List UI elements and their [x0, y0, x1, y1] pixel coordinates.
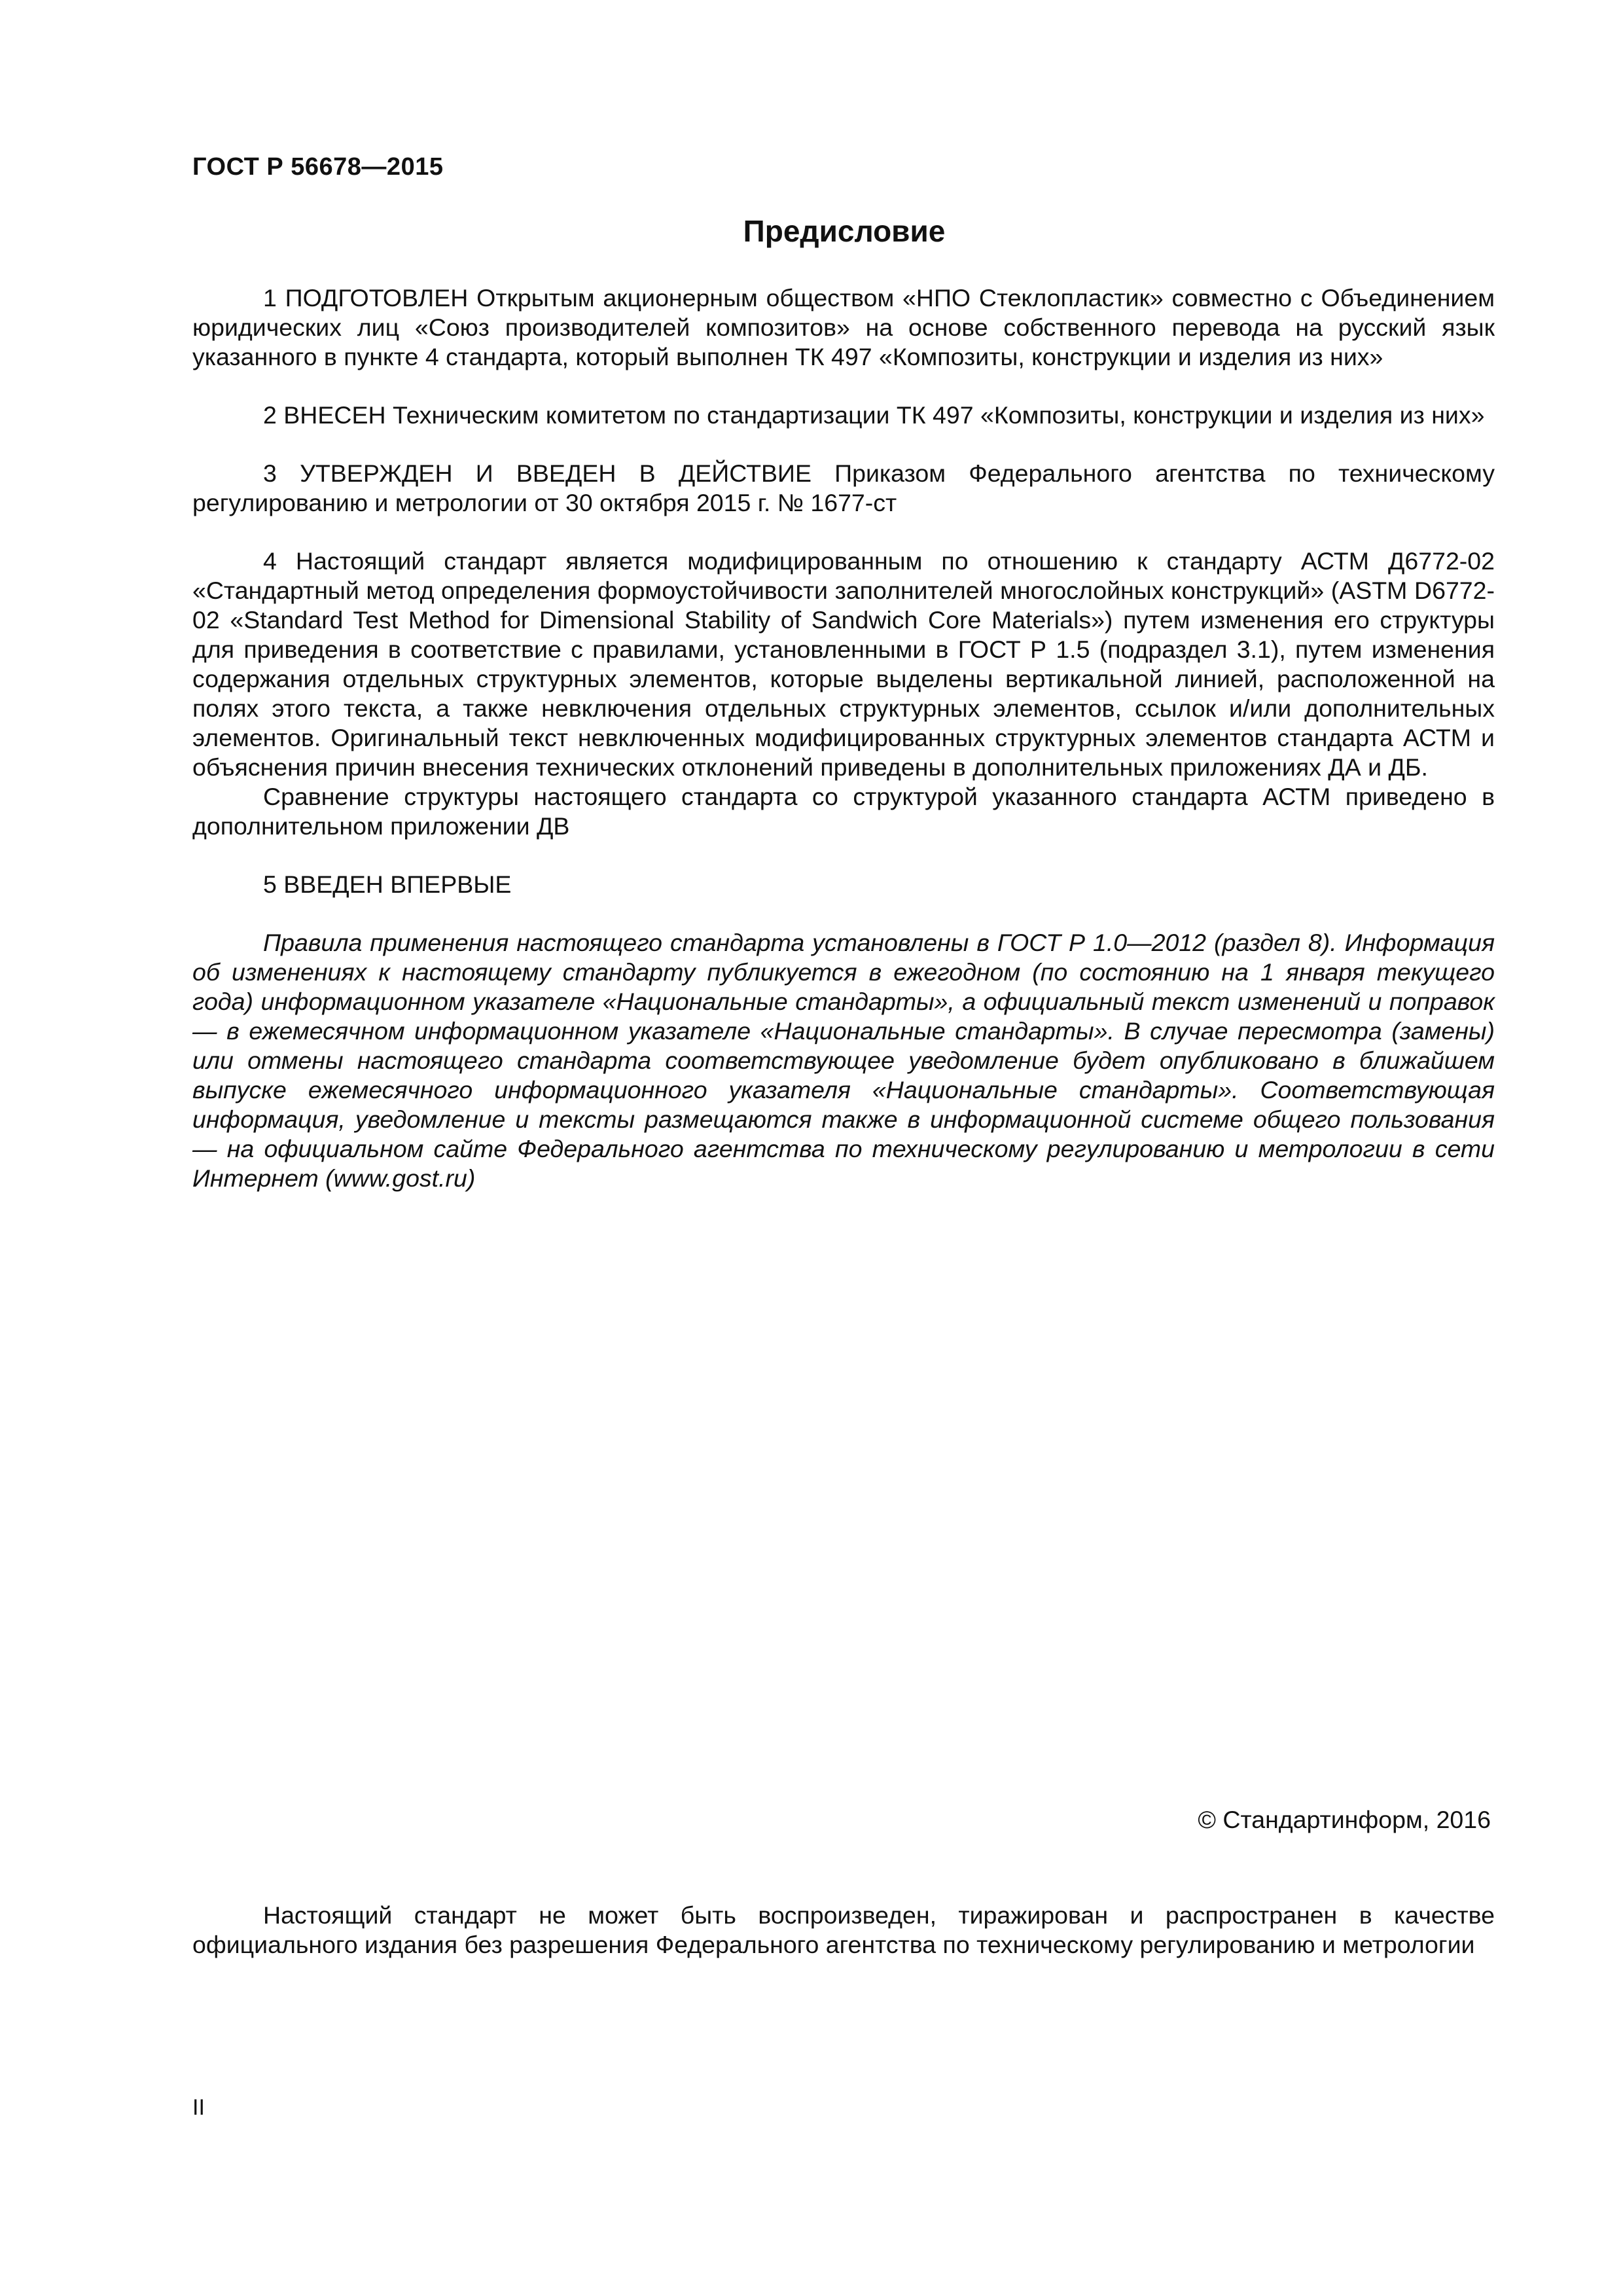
paragraph-submitted: 2 ВНЕСЕН Техническим комитетом по стандартизации ТК 497 «Композиты, конструкции и изделия из них»	[263, 401, 1485, 429]
paragraph-approved: 3 УТВЕРЖДЕН И ВВЕДЕН В ДЕЙСТВИЕ Приказом Федерального агентства по техническому регулированию и метрологии от 30 октября 2015 г. № 1677-ст	[192, 459, 1495, 516]
page-title: Предисловие	[743, 214, 946, 248]
paragraph-introduced: 5 ВВЕДЕН ВПЕРВЫЕ	[263, 870, 512, 898]
paragraph-modified-standard: 4 Настоящий стандарт является модифицированным по отношению к стандарту АСТМ Д6772-02 «Стандартный метод определения формоустойчивости заполнителей многослойных конструкций» (ASTM D6772-02 «Standard Test Method for Dimensional Stability of Sandwich Core Materials») путем изменения его структуры для приведения в соответствие с правилами, установленными в ГОСТ Р 1.5 (подраздел 3.1), путем изменения содержания отдельных структурных элементов, которые выделены вертикальной линией, расположенной на полях этого текста, а также невключения отдельных структурных элементов, ссылок и/или дополнительных элементов. Оригинальный текст невключенных модифицированных структурных элементов стандарта АСТМ и объяснения причин внесения технических отклонений приведены в дополнительных приложениях ДА и ДБ.	[192, 547, 1495, 781]
paragraph-application-rules: Правила применения настоящего стандарта установлены в ГОСТ Р 1.0—2012 (раздел 8). Информация об изменениях к настоящему стандарту публикуется в ежегодном (по состоянию на 1 января текущего года) информационном указателе «Национальные стандарты», а официальный текст изменений и поправок — в ежемесячном информационном указателе «Национальные стандарты». В случае пересмотра (замены) или отмены настоящего стандарта соответствующее уведомление будет опубликовано в ближайшем выпуске ежемесячного информационного указателя «Национальные стандарты». Соответствующая информация, уведомление и тексты размещаются также в информационной системе общего пользования — на официальном сайте Федерального агентства по техническому регулированию и метрологии в сети Интернет (www.gost.ru)	[192, 929, 1495, 1192]
document-number: ГОСТ Р 56678—2015	[192, 153, 444, 181]
foreword-body	[192, 283, 1495, 1193]
reproduction-notice	[192, 1901, 1495, 1960]
copyright-line: © Стандартинформ, 2016	[1198, 1806, 1491, 1833]
page-number: II	[192, 2095, 205, 2120]
notice-text: Настоящий стандарт не может быть воспроизведен, тиражирован и распространен в качестве официального издания без разрешения Федерального агентства по техническому регулированию и метрологии	[192, 1901, 1495, 1958]
paragraph-structure-comparison: Сравнение структуры настоящего стандарта со структурой указанного стандарта АСТМ приведено в дополнительном приложении ДВ	[192, 783, 1495, 840]
paragraph-prepared: 1 ПОДГОТОВЛЕН Открытым акционерным обществом «НПО Стеклопластик» совместно с Объединением юридических лиц «Союз производителей композитов» на основе собственного перевода на русский язык указанного в пункте 4 стандарта, который выполнен ТК 497 «Композиты, конструкции и изделия из них»	[192, 284, 1495, 370]
